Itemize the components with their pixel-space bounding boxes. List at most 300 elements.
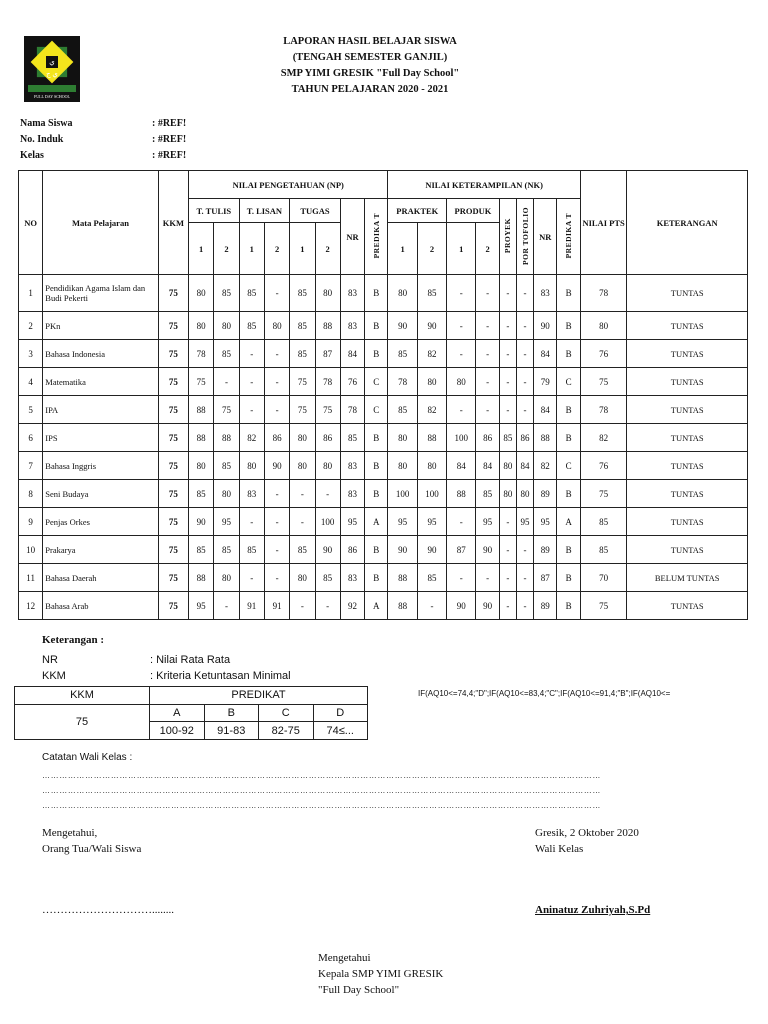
cell-nk-score: -: [499, 368, 516, 396]
cell-np-score: 80: [239, 452, 264, 480]
cell-subject: Bahasa Inggris: [43, 452, 158, 480]
cell-kkm: 75: [158, 564, 188, 592]
cell-nk-predikat: B: [557, 340, 580, 368]
col-portofolio: POR TOFOLIO: [516, 199, 533, 275]
table-row: [19, 368, 748, 396]
cell-nk-score: 80: [388, 424, 417, 452]
pred-range: 82-75: [259, 722, 314, 740]
cell-subject: PKn: [43, 312, 158, 340]
col-produk: PRODUK: [447, 199, 500, 223]
teacher-title: Wali Kelas: [535, 843, 584, 855]
cell-np-score: 95: [189, 592, 214, 620]
cell-np-score: 80: [315, 275, 340, 312]
teacher-date: Gresik, 2 Oktober 2020: [535, 827, 639, 839]
cell-np-score: 80: [214, 564, 239, 592]
cell-nk-score: 82: [417, 396, 446, 424]
cell-nk-score: -: [447, 312, 476, 340]
cell-nk-score: 90: [388, 312, 417, 340]
cell-np-score: 86: [264, 424, 289, 452]
pred-predikat-label: PREDIKAT: [150, 687, 368, 705]
cell-np-score: 75: [214, 396, 239, 424]
student-info: [20, 116, 186, 164]
cell-np-predikat: B: [365, 452, 388, 480]
table-row: [19, 536, 748, 564]
cell-nk-score: 80: [388, 452, 417, 480]
cell-np-nr: 92: [340, 592, 364, 620]
cell-keterangan: TUNTAS: [627, 480, 748, 508]
cell-subject: IPS: [43, 424, 158, 452]
cell-np-predikat: B: [365, 424, 388, 452]
cell-np-score: -: [214, 592, 239, 620]
cell-nk-score: 88: [388, 564, 417, 592]
cell-np-score: -: [264, 396, 289, 424]
cell-np-score: 80: [214, 480, 239, 508]
cell-np-score: 85: [189, 480, 214, 508]
cell-no: 5: [19, 396, 43, 424]
cell-np-score: 78: [189, 340, 214, 368]
cell-nk-predikat: C: [557, 452, 580, 480]
cell-nk-score: 80: [388, 275, 417, 312]
cell-nk-score: 82: [417, 340, 446, 368]
cell-nk-score: 90: [417, 312, 446, 340]
cell-nk-score: -: [499, 508, 516, 536]
cell-nk-score: 80: [417, 368, 446, 396]
logo-caption: FULL DAY SCHOOL: [33, 94, 70, 99]
cell-nk-score: -: [516, 368, 533, 396]
cell-subject: Prakarya: [43, 536, 158, 564]
cell-np-score: 80: [189, 275, 214, 312]
cell-pts: 82: [580, 424, 627, 452]
cell-np-score: 85: [239, 312, 264, 340]
col-tugas: TUGAS: [290, 199, 341, 223]
col-nk-nr: NR: [534, 199, 557, 275]
signature-principal: [318, 950, 443, 998]
cell-nk-nr: 79: [534, 368, 557, 396]
cell-nk-score: -: [499, 564, 516, 592]
cell-nk-score: 90: [447, 592, 476, 620]
parent-mengetahui: Mengetahui,: [42, 827, 98, 839]
cell-keterangan: TUNTAS: [627, 424, 748, 452]
cell-kkm: 75: [158, 312, 188, 340]
cell-np-predikat: B: [365, 340, 388, 368]
cell-np-nr: 86: [340, 536, 364, 564]
cell-nk-score: 85: [417, 564, 446, 592]
cell-np-predikat: A: [365, 508, 388, 536]
cell-kkm: 75: [158, 275, 188, 312]
cell-nk-score: -: [499, 536, 516, 564]
principal-school: "Full Day School": [318, 984, 400, 996]
table-row: [19, 424, 748, 452]
cell-nk-predikat: B: [557, 275, 580, 312]
report-header: [180, 34, 560, 98]
cell-np-predikat: A: [365, 592, 388, 620]
cell-pts: 80: [580, 312, 627, 340]
cell-np-score: 85: [239, 275, 264, 312]
cell-nk-nr: 89: [534, 480, 557, 508]
cell-pts: 78: [580, 275, 627, 312]
cell-nk-score: 85: [499, 424, 516, 452]
cell-no: 7: [19, 452, 43, 480]
cell-np-predikat: C: [365, 396, 388, 424]
cell-nk-score: -: [476, 275, 499, 312]
cell-keterangan: TUNTAS: [627, 592, 748, 620]
cell-np-score: -: [315, 592, 340, 620]
cell-np-predikat: B: [365, 536, 388, 564]
cell-nk-score: -: [476, 340, 499, 368]
cell-nk-score: 80: [417, 452, 446, 480]
principal-title: Kepala SMP YIMI GRESIK: [318, 968, 444, 980]
cell-np-score: 85: [214, 452, 239, 480]
cell-np-score: 85: [214, 275, 239, 312]
cell-no: 9: [19, 508, 43, 536]
cell-nk-predikat: A: [557, 508, 580, 536]
cell-pts: 75: [580, 592, 627, 620]
col-np-predikat: PREDIKA T: [365, 199, 388, 275]
cell-nk-score: -: [516, 592, 533, 620]
table-row: [19, 592, 748, 620]
cell-nk-score: -: [499, 340, 516, 368]
cell-np-score: -: [264, 275, 289, 312]
cell-np-predikat: B: [365, 564, 388, 592]
cell-np-score: 75: [189, 368, 214, 396]
cell-nk-score: 84: [516, 452, 533, 480]
cell-nk-score: -: [499, 396, 516, 424]
col-proyek: PROYEK: [499, 199, 516, 275]
cell-nk-score: 78: [388, 368, 417, 396]
cell-nk-score: 100: [417, 480, 446, 508]
cell-pts: 70: [580, 564, 627, 592]
cell-np-score: 85: [290, 340, 315, 368]
col-lisan: T. LISAN: [239, 199, 290, 223]
cell-nk-score: -: [447, 508, 476, 536]
cell-subject: IPA: [43, 396, 158, 424]
cell-np-score: 85: [189, 536, 214, 564]
table-row: [19, 340, 748, 368]
cell-np-score: 91: [239, 592, 264, 620]
cell-nk-nr: 84: [534, 340, 557, 368]
principal-mengetahui: Mengetahui: [318, 952, 371, 964]
kelas-value: : #REF!: [152, 150, 187, 161]
cell-keterangan: TUNTAS: [627, 452, 748, 480]
cell-nk-score: -: [447, 564, 476, 592]
kelas-label: Kelas: [20, 150, 44, 161]
catatan-line-1: ……………………………………………………………………………………………………………………………………………………………………………: [42, 771, 601, 780]
cell-np-score: -: [239, 368, 264, 396]
cell-nk-score: -: [447, 340, 476, 368]
cell-no: 11: [19, 564, 43, 592]
cell-np-score: -: [239, 340, 264, 368]
cell-subject: Bahasa Arab: [43, 592, 158, 620]
induk-label: No. Induk: [20, 134, 64, 145]
cell-kkm: 75: [158, 508, 188, 536]
cell-nk-predikat: B: [557, 480, 580, 508]
cell-nk-score: 84: [447, 452, 476, 480]
sub-1: 1: [189, 223, 214, 275]
cell-nk-score: 95: [417, 508, 446, 536]
legend: [42, 652, 291, 684]
cell-nk-score: 86: [476, 424, 499, 452]
pred-kkm-value: 75: [15, 704, 150, 739]
cell-np-score: -: [239, 396, 264, 424]
cell-subject: Bahasa Daerah: [43, 564, 158, 592]
parent-title: Orang Tua/Wali Siswa: [42, 843, 142, 855]
cell-no: 10: [19, 536, 43, 564]
catatan-line-2: ……………………………………………………………………………………………………………………………………………………………………………: [42, 786, 601, 795]
cell-np-score: -: [264, 340, 289, 368]
cell-nk-score: -: [447, 275, 476, 312]
name-label: Nama Siswa: [20, 118, 73, 129]
table-row: [19, 312, 748, 340]
cell-np-score: 88: [189, 424, 214, 452]
cell-np-score: 88: [189, 396, 214, 424]
cell-np-score: 85: [290, 312, 315, 340]
cell-np-score: 75: [290, 368, 315, 396]
cell-nk-score: 80: [499, 452, 516, 480]
cell-np-score: -: [264, 508, 289, 536]
cell-np-score: 80: [189, 452, 214, 480]
cell-keterangan: TUNTAS: [627, 368, 748, 396]
cell-nk-score: -: [476, 564, 499, 592]
col-tulis: T. TULIS: [189, 199, 240, 223]
cell-nk-score: 80: [499, 480, 516, 508]
cell-np-score: 80: [214, 312, 239, 340]
col-mapel: Mata Pelajaran: [43, 171, 158, 275]
cell-np-score: 88: [189, 564, 214, 592]
cell-np-score: -: [315, 480, 340, 508]
cell-nk-score: 90: [476, 592, 499, 620]
sub-2: 2: [417, 223, 446, 275]
cell-nk-score: 85: [388, 396, 417, 424]
sub-2: 2: [264, 223, 289, 275]
cell-nk-score: 90: [476, 536, 499, 564]
pred-kkm-label: KKM: [15, 687, 150, 705]
cell-np-score: 90: [189, 508, 214, 536]
cell-np-score: -: [264, 480, 289, 508]
cell-np-score: 95: [214, 508, 239, 536]
induk-value: : #REF!: [152, 134, 187, 145]
cell-nk-score: -: [516, 396, 533, 424]
pred-grade: B: [204, 704, 259, 722]
header-line-2: (TENGAH SEMESTER GANJIL): [292, 52, 448, 63]
col-np: NILAI PENGETAHUAN (NP): [189, 171, 388, 199]
catatan-label: Catatan Wali Kelas :: [42, 752, 133, 763]
pred-range: 100-92: [150, 722, 205, 740]
cell-nk-score: 95: [388, 508, 417, 536]
cell-kkm: 75: [158, 452, 188, 480]
cell-no: 4: [19, 368, 43, 396]
sub-2: 2: [214, 223, 239, 275]
cell-nk-nr: 87: [534, 564, 557, 592]
cell-np-score: -: [239, 564, 264, 592]
cell-np-score: 88: [315, 312, 340, 340]
predikat-table: [14, 686, 368, 740]
cell-nk-predikat: B: [557, 564, 580, 592]
sub-1: 1: [239, 223, 264, 275]
cell-np-score: 87: [315, 340, 340, 368]
cell-np-score: 85: [214, 536, 239, 564]
cell-np-score: 100: [315, 508, 340, 536]
header-line-4: TAHUN PELAJARAN 2020 - 2021: [291, 84, 449, 95]
cell-keterangan: TUNTAS: [627, 340, 748, 368]
cell-np-score: 80: [264, 312, 289, 340]
cell-nk-score: 85: [476, 480, 499, 508]
cell-np-score: -: [239, 508, 264, 536]
cell-keterangan: TUNTAS: [627, 508, 748, 536]
cell-np-score: 78: [315, 368, 340, 396]
cell-np-score: 80: [290, 564, 315, 592]
signature-teacher: [535, 825, 639, 857]
legend-nr-value: : Nilai Rata Rata: [150, 654, 231, 666]
grades-table: [18, 170, 748, 620]
cell-keterangan: TUNTAS: [627, 536, 748, 564]
col-nk-predikat: PREDIKA T: [557, 199, 580, 275]
cell-nk-predikat: B: [557, 312, 580, 340]
cell-nk-nr: 84: [534, 396, 557, 424]
sub-1: 1: [290, 223, 315, 275]
cell-subject: Bahasa Indonesia: [43, 340, 158, 368]
cell-np-score: 85: [290, 536, 315, 564]
cell-np-score: 86: [315, 424, 340, 452]
cell-nk-score: 90: [417, 536, 446, 564]
cell-kkm: 75: [158, 536, 188, 564]
cell-nk-score: -: [516, 275, 533, 312]
col-kkm: KKM: [158, 171, 188, 275]
cell-np-score: 85: [239, 536, 264, 564]
cell-np-score: 85: [315, 564, 340, 592]
cell-kkm: 75: [158, 368, 188, 396]
pred-range: 91-83: [204, 722, 259, 740]
cell-pts: 78: [580, 396, 627, 424]
cell-nk-score: -: [499, 275, 516, 312]
cell-np-score: 80: [315, 452, 340, 480]
cell-nk-nr: 90: [534, 312, 557, 340]
cell-np-nr: 78: [340, 396, 364, 424]
cell-np-score: 82: [239, 424, 264, 452]
cell-np-nr: 83: [340, 312, 364, 340]
cell-nk-nr: 83: [534, 275, 557, 312]
cell-pts: 75: [580, 368, 627, 396]
sub-1: 1: [388, 223, 417, 275]
cell-nk-score: -: [476, 368, 499, 396]
cell-nk-score: 95: [476, 508, 499, 536]
col-ket: KETERANGAN: [627, 171, 748, 275]
cell-nk-score: -: [499, 592, 516, 620]
cell-nk-score: 86: [516, 424, 533, 452]
cell-nk-score: 90: [388, 536, 417, 564]
col-no: NO: [19, 171, 43, 275]
cell-nk-score: -: [516, 536, 533, 564]
cell-np-nr: 85: [340, 424, 364, 452]
cell-np-score: 75: [315, 396, 340, 424]
cell-nk-score: 100: [447, 424, 476, 452]
cell-np-score: 85: [290, 275, 315, 312]
cell-nk-score: -: [516, 312, 533, 340]
header-line-3: SMP YIMI GRESIK "Full Day School": [280, 68, 460, 79]
cell-np-predikat: B: [365, 312, 388, 340]
cell-nk-score: -: [447, 396, 476, 424]
cell-pts: 85: [580, 536, 627, 564]
cell-nk-score: 88: [417, 424, 446, 452]
cell-np-nr: 95: [340, 508, 364, 536]
cell-nk-score: 80: [447, 368, 476, 396]
pred-grade: D: [313, 704, 368, 722]
cell-no: 1: [19, 275, 43, 312]
col-pts: NILAI PTS: [580, 171, 627, 275]
cell-subject: Matematika: [43, 368, 158, 396]
cell-nk-score: -: [476, 312, 499, 340]
cell-np-predikat: C: [365, 368, 388, 396]
legend-nr-key: NR: [42, 654, 58, 666]
cell-np-score: -: [214, 368, 239, 396]
table-row: [19, 480, 748, 508]
cell-np-nr: 83: [340, 480, 364, 508]
cell-nk-score: 100: [388, 480, 417, 508]
cell-pts: 85: [580, 508, 627, 536]
cell-np-nr: 83: [340, 452, 364, 480]
cell-np-score: 90: [315, 536, 340, 564]
cell-no: 2: [19, 312, 43, 340]
cell-no: 12: [19, 592, 43, 620]
cell-no: 6: [19, 424, 43, 452]
cell-no: 3: [19, 340, 43, 368]
cell-nk-score: 87: [447, 536, 476, 564]
col-nk: NILAI KETERAMPILAN (NK): [388, 171, 580, 199]
sub-2: 2: [476, 223, 499, 275]
table-row: [19, 452, 748, 480]
cell-subject: Penjas Orkes: [43, 508, 158, 536]
cell-nk-score: -: [499, 312, 516, 340]
cell-kkm: 75: [158, 340, 188, 368]
cell-np-score: -: [290, 480, 315, 508]
col-np-nr: NR: [340, 199, 364, 275]
cell-nk-score: -: [516, 340, 533, 368]
cell-keterangan: BELUM TUNTAS: [627, 564, 748, 592]
cell-np-nr: 83: [340, 275, 364, 312]
logo-arabic-text: ي ي ج: [46, 58, 58, 78]
cell-np-score: -: [264, 564, 289, 592]
pred-grade: A: [150, 704, 205, 722]
cell-np-score: 91: [264, 592, 289, 620]
cell-nk-score: 88: [447, 480, 476, 508]
cell-nk-score: -: [476, 396, 499, 424]
cell-keterangan: TUNTAS: [627, 396, 748, 424]
cell-nk-predikat: B: [557, 592, 580, 620]
formula-text: IF(AQ10<=74,4;"D";IF(AQ10<=83,4;"C";IF(AQ10<=91,4;"B";IF(AQ10<=: [418, 689, 671, 698]
cell-keterangan: TUNTAS: [627, 312, 748, 340]
cell-subject: Seni Budaya: [43, 480, 158, 508]
cell-nk-nr: 82: [534, 452, 557, 480]
cell-nk-score: 85: [388, 340, 417, 368]
cell-keterangan: TUNTAS: [627, 275, 748, 312]
cell-np-score: -: [290, 592, 315, 620]
cell-np-score: 75: [290, 396, 315, 424]
cell-np-score: 85: [214, 340, 239, 368]
sub-1: 1: [447, 223, 476, 275]
cell-nk-nr: 89: [534, 536, 557, 564]
cell-kkm: 75: [158, 592, 188, 620]
sub-2: 2: [315, 223, 340, 275]
cell-nk-predikat: B: [557, 396, 580, 424]
cell-subject: Pendidikan Agama Islam dan Budi Pekerti: [43, 275, 158, 312]
table-row: [19, 275, 748, 312]
catatan-line-3: ……………………………………………………………………………………………………………………………………………………………………………: [42, 801, 601, 810]
cell-no: 8: [19, 480, 43, 508]
cell-nk-predikat: B: [557, 536, 580, 564]
cell-np-score: 80: [290, 452, 315, 480]
table-row: [19, 564, 748, 592]
cell-np-nr: 83: [340, 564, 364, 592]
cell-nk-score: 95: [516, 508, 533, 536]
